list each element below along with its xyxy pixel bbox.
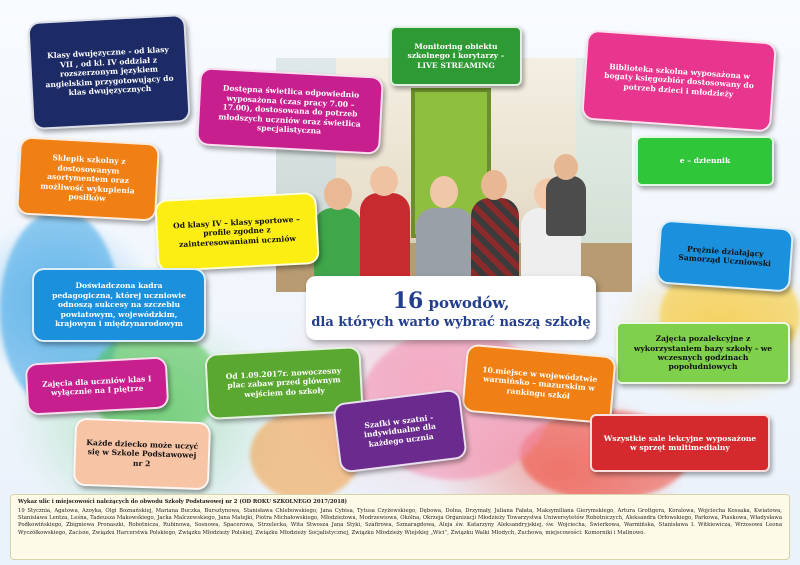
title-line-2: dla których warto wybrać naszą szkołę: [311, 315, 591, 330]
student-face-3: [430, 176, 458, 208]
student-face-6: [554, 154, 578, 180]
title-suffix: powodów,: [423, 294, 510, 312]
title-line-1: [306, 288, 596, 314]
tile-student-government: Prężnie działający Samorząd Uczniowski: [656, 219, 794, 292]
tile-multimedia: Wszystkie sale lekcyjne wyposażone w sprzęt multimedialny: [590, 414, 770, 472]
tile-monitoring: Monitoring obiektu szkolnego i korytarzy – LIVE STREAMING: [390, 26, 522, 86]
student-back-right: [546, 176, 586, 236]
title-panel: [306, 276, 596, 340]
title-number: 16: [392, 288, 424, 314]
tile-common-room: Dostępna świetlica odpowiednio wyposażona (czas pracy 7.00 – 17.00), dostosowana do potrzeb młodszych uczniów oraz świetlica specjalistyczna: [196, 67, 384, 155]
tile-school-shop: Sklepik szkolny z dostosowanym asortymentem oraz możliwość wykupienia posiłków: [16, 136, 160, 221]
footer-street-list: 19 Stycznia, Agatowa, Azoyka, Olgi Boznańskiej, Mariana Buczka, Bursztynowa, Stanisława Chlebowskiego, Jana Cybisa, Tytusa Czyżewskiego, Dębowa, Dolna, Drzymały, Juliana Fałata, Maksymiliana Gierymskiego, Artura Grottgera, Koralowa, Wojciecha Kossaka, Kwiatowa, Stanisława Lentza, Leśna, Tadeusza Makowskiego, Jacka Malczewskiego, Jana Matejki, Piotra Michałowskiego, Młodzieżowa, Modrzewiowa, Okólna, Okrzeja Organizacji Młodzieży Towarzystwa Uniwersytetów Robotniczych, Aleksandra Orłowskiego, Parkowa, Piaskowa, Władysława Podkowińskiego, Zbigniewa Pronaszki, Robotnicza, Rubinowa, Sosnowa, Spacerowa, Strzelecka, Wita Stwosza Jana Styki, Szafirowa, Szmaragdowa, Aleja św. Katarzyny Aleksandryjskiej, św. Wojciecha, Świerkowa, Warmińska, Stanisława I. Witkiewicza, Wrzosowa Leona Wyczółkowskiego, Zacisze, Związku Harcerstwa Polskiego, Związku Młodzieży Polskiej, Związku Młodzieży Socjalistycznej, Związku Młodzieży Wiejskiej „Wici”, Związku Walki Młodych, Zuchowa, miejscowości: Komorniki i Malinowo.: [18, 508, 782, 536]
tile-every-child: Każde dziecko może uczyć się w Szkole Podstawowej nr 2: [73, 418, 211, 491]
tile-first-floor: Zajęcia dla uczniów klas I wyłącznie na I piętrze: [25, 356, 170, 415]
tile-bilingual-classes: Klasy dwujęzyczne - od klasy VII , od kl. IV oddział z rozszerzonym językiem angielskim przygotowujący do klas dwujęzycznych: [27, 14, 190, 130]
student-face-1: [324, 178, 352, 210]
student-face-4: [481, 170, 507, 200]
tile-extracurricular: Zajęcia pozalekcyjne z wykorzystaniem bazy szkoły - we wczesnych godzinach popołudniowych: [616, 322, 790, 384]
tile-ranking: 10.miejsce w województwie warmińsko – mazurskim w rankingu szkół: [461, 344, 616, 425]
footer-heading: Wykaz ulic i miejscowości należących do obwodu Szkoły Podstawowej nr 2 (OD ROKU SZKOLNEGO 2017/2018): [18, 499, 348, 505]
street-list-footer: [10, 494, 790, 560]
tile-lockers: Szafki w szatni - indywidualne dla każdego ucznia: [332, 388, 468, 473]
tile-playground: Od 1.09.2017r. nowoczesny plac zabaw przed głównym wejściem do szkoły: [204, 346, 363, 420]
tile-teaching-staff: Doświadczona kadra pedagogiczna, której uczniowie odnoszą sukcesy na szczeblu powiatowym, wojewódzkim, krajowym i międzynarodowym: [32, 268, 206, 342]
tile-e-diary: e – dziennik: [636, 136, 774, 186]
student-face-2: [370, 166, 398, 196]
tile-library: Biblioteka szkolna wyposażona w bogaty księgozbiór dostosowany do potrzeb dzieci i młodzieży: [581, 29, 777, 132]
tile-sport-classes: Od klasy IV – klasy sportowe – profile zgodne z zainteresowaniami uczniów: [154, 192, 320, 272]
